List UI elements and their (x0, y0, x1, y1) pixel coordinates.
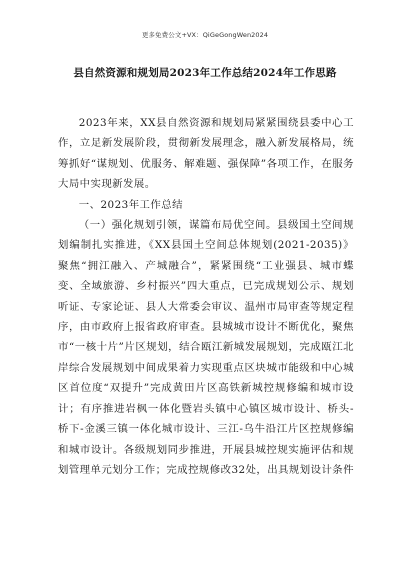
section-heading: 一、2023年工作总结 (78, 198, 183, 211)
header-note: 更多免费公文+VX：QiGeGongWen2024 (141, 31, 269, 39)
body-paragraph: （一）强化规划引领，谋篇布局优空间。县级国土空间规划编制扎实推进，《XX县国土空间总体规划(2021-2035)》聚焦“拥江融入、产城融合”，紧紧围绕“工业强县、城市蝶变、全域旅游、乡村振兴”四大重点，已完成规划公示、规划听证、专家论证、县人大常委会审议、温州市局审查等规定程序，由市政府上报省政府审查。县城城市设计不断优化，聚焦市“一核十片”片区规划，结合瓯江新城发展规划，完成瓯江北岸综合发展规划中间成果着力实现重点区块城市能级和中心城区首位度“双提升”完成黄田片区高铁新城控规修编和城市设计；有序推进岩枫一体化暨岩头镇中心镇区城市设计、桥头-桥下-金溪三镇一体化城市设计、三江-乌牛沿江片区控规修编和城市设计。各级规划同步推进，开展县城控规实施评估和规划管理单元划分工作；完成控规修改32处，出具规划设计条件 (58, 219, 354, 476)
intro-paragraph: 2023年来，XX县自然资源和规划局紧紧围绕县委中心工作，立足新发展阶段，贯彻新发展理念，融入新发展格局，统筹抓好“谋规划、优服务、解难题、强保障”各项工作，在服务大局中实现新发展。 (58, 117, 354, 191)
document-body (58, 113, 354, 480)
document-title: 县自然资源和规划局2023年工作总结2024年工作思路 (73, 67, 337, 79)
